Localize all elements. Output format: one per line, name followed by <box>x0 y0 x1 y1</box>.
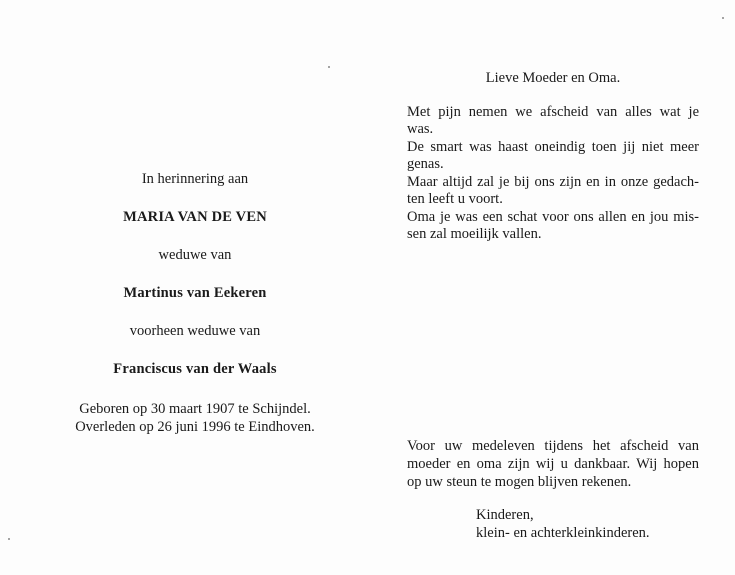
poem-line: De smart was haast oneindig toen jij niet meer <box>407 138 699 155</box>
poem-line: ten leeft u voort. <box>407 191 503 207</box>
poem-line: Maar altijd zal je bij ons zijn en in onze gedach- <box>407 173 699 190</box>
deceased-name: MARIA VAN DE VEN <box>123 209 267 225</box>
signature-line: Kinderen, <box>476 507 534 523</box>
birth-info: Geboren op 30 maart 1907 te Schijndel. <box>79 401 311 417</box>
relation-text-2: voorheen weduwe van <box>129 323 261 339</box>
poem-title: Lieve Moeder en Oma. <box>485 70 621 86</box>
memorial-left-panel <box>40 170 350 436</box>
poem-panel <box>407 70 699 244</box>
signature-block <box>476 506 650 542</box>
thanks-line: Voor uw medeleven tijdens het afscheid van <box>407 438 699 454</box>
thanks-line: moeder en oma zijn wij u dankbaar. Wij hopen <box>407 456 699 472</box>
poem-line: Oma je was een schat voor ons allen en jou mis- <box>407 208 699 225</box>
death-info: Overleden op 26 juni 1996 te Eindhoven. <box>75 419 315 435</box>
thanks-paragraph <box>407 437 699 491</box>
intro-text: In herinnering aan <box>141 171 249 187</box>
poem-line: genas. <box>407 156 444 172</box>
scan-speck <box>328 66 330 68</box>
poem-line: sen zal moeilijk vallen. <box>407 226 542 242</box>
relation-text-1: weduwe van <box>158 247 232 263</box>
scan-speck <box>8 538 10 540</box>
signature-line: klein- en achterkleinkinderen. <box>476 525 650 541</box>
thanks-line: op uw steun te mogen blijven rekenen. <box>407 474 632 490</box>
scan-speck <box>722 17 724 19</box>
spouse-name-2: Franciscus van der Waals <box>113 361 277 377</box>
poem-line: was. <box>407 121 434 137</box>
spouse-name-1: Martinus van Eekeren <box>123 285 267 301</box>
poem-line: Met pijn nemen we afscheid van alles wat je <box>407 103 699 120</box>
